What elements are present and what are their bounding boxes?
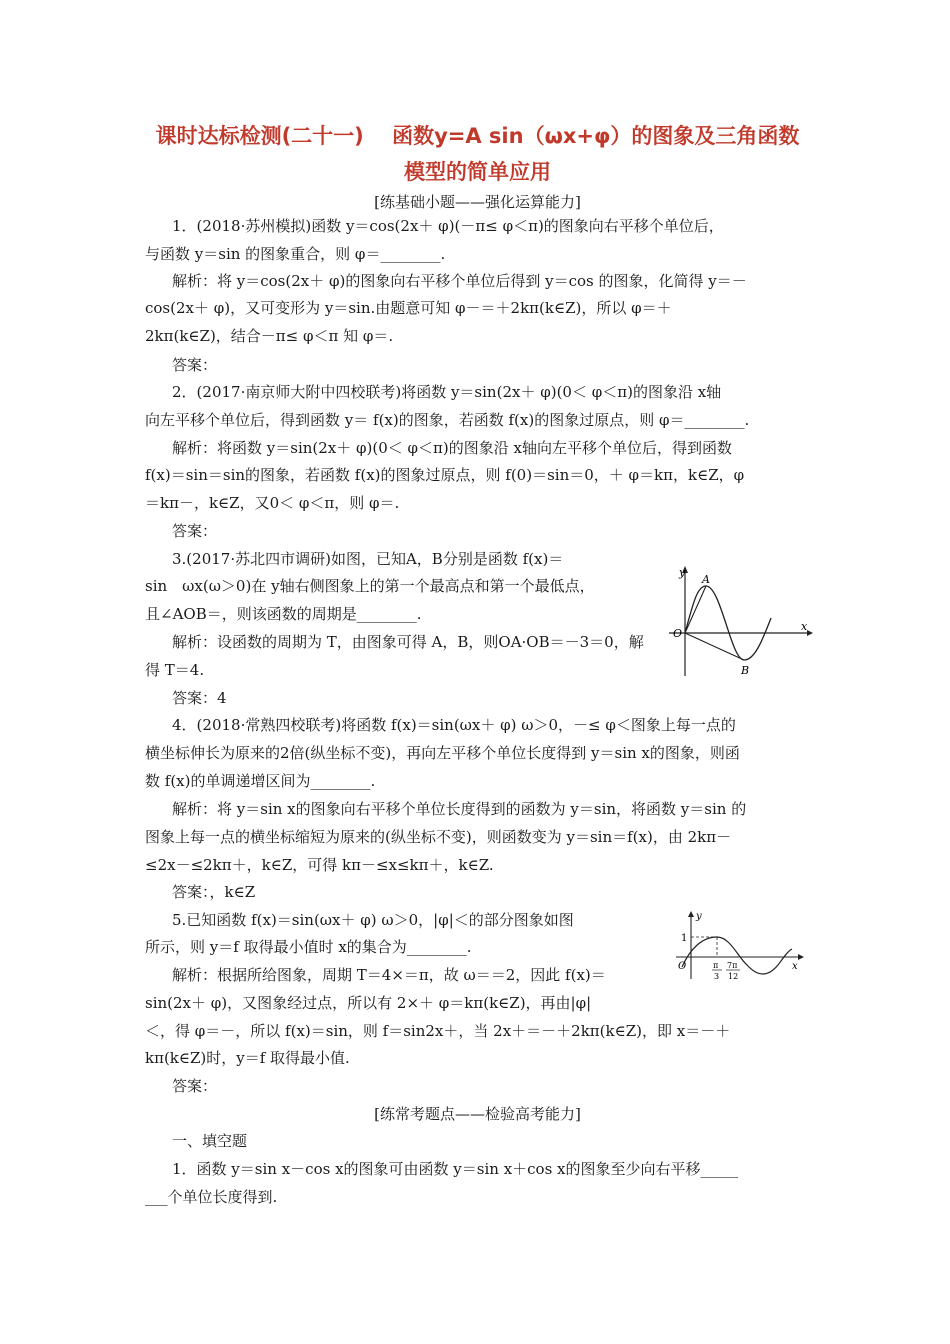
q5-line-2: 所示，则 y＝f 取得最小值时 x的集合为________. bbox=[145, 938, 472, 956]
q1-line-1: 1．(2018·苏州模拟)函数 y＝cos(2x＋ φ)(－π≤ φ＜π)的图象向右平移个单位后， bbox=[172, 217, 724, 235]
q5-solution-line-1: 解析：根据所给图象，周期 T＝4×＝π，故 ω＝＝2，因此 f(x)＝ bbox=[172, 966, 606, 984]
q3-solution-line-1: 解析：设函数的周期为 T，由图象可得 A，B，则OA·OB＝－3＝0，解 bbox=[172, 633, 644, 651]
tick-pi-over-3-num: π bbox=[713, 961, 719, 970]
q1-answer: 答案： bbox=[172, 356, 218, 374]
x-axis-label: x bbox=[792, 961, 798, 972]
q2-solution-line-3: ＝kπ－，k∈Z，又0＜ φ＜π，则 φ＝. bbox=[145, 494, 400, 512]
page-title bbox=[145, 118, 810, 190]
title-line-1: 课时达标检测(二十一) 函数y=A sin（ωx+φ）的图象及三角函数 bbox=[155, 124, 800, 148]
q4-solution-line-2: 图象上每一点的横坐标缩短为原来的(纵坐标不变)，则函数变为 y＝sin＝f(x)，由 2kπ－ bbox=[145, 828, 732, 846]
q3-line-1: 3.(2017·苏北四市调研)如图，已知A，B分别是函数 f(x)＝ bbox=[172, 550, 564, 568]
fill-blank-heading: 一、填空题 bbox=[172, 1132, 248, 1150]
y-tick-one: 1 bbox=[681, 933, 688, 944]
section-heading-exam: [练常考题点——检验高考能力] bbox=[374, 1105, 581, 1123]
q1-solution-line-3: 2kπ(k∈Z)，结合－π≤ φ＜π 知 φ＝. bbox=[145, 327, 394, 345]
title-line-2: 模型的简单应用 bbox=[404, 160, 551, 184]
q3-graph bbox=[665, 560, 815, 680]
x-axis-arrow bbox=[798, 954, 804, 960]
y-axis-arrow bbox=[688, 911, 694, 917]
q3-line-2: sin ωx(ω＞0)在 y轴右侧图象上的第一个最高点和第一个最低点， bbox=[145, 577, 595, 595]
q4-line-1: 4．(2018·常熟四校联考)将函数 f(x)＝sin(ωx＋ φ) ω＞0，－≤ φ＜图象上每一点的 bbox=[172, 716, 736, 734]
x-axis-label: x bbox=[801, 620, 808, 633]
q4-solution-line-1: 解析：将 y＝sin x的图象向右平移个单位长度得到的函数为 y＝sin，将函数 y＝sin 的 bbox=[172, 800, 747, 818]
q3-line-3: 且∠AOB＝，则该函数的周期是________. bbox=[145, 605, 422, 623]
q1-solution-line-1: 解析：将 y＝cos(2x＋ φ)的图象向右平移个单位后得到 y＝cos 的图象，化简得 y＝－ bbox=[172, 272, 747, 290]
q4-line-2: 横坐标伸长为原来的2倍(纵坐标不变)，再向左平移个单位长度得到 y＝sin x的图象，则函 bbox=[145, 744, 740, 762]
q5-answer: 答案： bbox=[172, 1077, 218, 1095]
q4-line-3: 数 f(x)的单调递增区间为________. bbox=[145, 772, 376, 790]
q5-line-1: 5.已知函数 f(x)＝sin(ωx＋ φ) ω＞0，|φ|＜的部分图象如图 bbox=[172, 911, 574, 929]
point-b-label: B bbox=[741, 664, 750, 677]
q5-solution-line-4: kπ(k∈Z)时，y＝f 取得最小值. bbox=[145, 1049, 350, 1067]
tick-pi-over-3-den: 3 bbox=[714, 972, 720, 981]
origin-label: O bbox=[673, 627, 683, 640]
fb1-line-1: 1．函数 y＝sin x－cos x的图象可由函数 y＝sin x＋cos x的图象至少向右平移_____ bbox=[172, 1160, 739, 1178]
fb1-line-2: ___个单位长度得到. bbox=[145, 1188, 278, 1206]
tick-7pi-over-12-den: 12 bbox=[728, 972, 739, 981]
segment-ob bbox=[685, 633, 744, 660]
x-axis-arrow bbox=[807, 630, 813, 636]
q2-answer: 答案： bbox=[172, 522, 218, 540]
origin-label: O bbox=[678, 961, 687, 972]
y-axis-label: y bbox=[696, 911, 702, 922]
q5-solution-line-3: ＜，得 φ＝－，所以 f(x)＝sin，则 f＝sin2x＋，当 2x＋＝－＋2kπ(k∈Z)，即 x＝－＋ bbox=[145, 1022, 731, 1040]
q3-answer: 答案：4 bbox=[172, 689, 227, 707]
y-axis-label: y bbox=[679, 566, 686, 579]
q1-solution-line-2: cos(2x＋ φ)，又可变形为 y＝sin.由题意可知 φ－＝＋2kπ(k∈Z)，所以 φ＝＋ bbox=[145, 299, 672, 317]
q2-solution-line-1: 解析：将函数 y＝sin(2x＋ φ)(0＜ φ＜π)的图象沿 x轴向左平移个单位后，得到函数 bbox=[172, 439, 732, 457]
q4-answer: 答案：，k∈Z bbox=[172, 883, 256, 901]
sine-curve bbox=[685, 586, 771, 660]
q2-line-1: 2．(2017·南京师大附中四校联考)将函数 y＝sin(2x＋ φ)(0＜ φ＜π)的图象沿 x轴 bbox=[172, 383, 722, 401]
q1-line-2: 与函数 y＝sin 的图象重合，则 φ＝________. bbox=[145, 245, 446, 263]
q4-solution-line-3: ≤2x－≤2kπ＋，k∈Z，可得 kπ－≤x≤kπ＋，k∈Z. bbox=[145, 856, 494, 874]
q3-solution-line-2: 得 T＝4. bbox=[145, 661, 205, 679]
q5-graph bbox=[672, 907, 812, 995]
q5-solution-line-2: sin(2x＋ φ)，又图象经过点，所以有 2×＋ φ＝kπ(k∈Z)，再由|φ| bbox=[145, 994, 592, 1012]
q2-solution-line-2: f(x)＝sin＝sin的图象，若函数 f(x)的图象过原点，则 f(0)＝sin＝0，＋ φ＝kπ，k∈Z，φ bbox=[145, 466, 745, 484]
section-heading-basic: [练基础小题——强化运算能力] bbox=[374, 193, 581, 211]
tick-7pi-over-12-num: 7π bbox=[727, 961, 738, 970]
point-a-label: A bbox=[702, 573, 710, 586]
segment-oa bbox=[685, 586, 706, 633]
q2-line-2: 向左平移个单位后，得到函数 y＝ f(x)的图象，若函数 f(x)的图象过原点，则 φ＝________. bbox=[145, 411, 750, 429]
